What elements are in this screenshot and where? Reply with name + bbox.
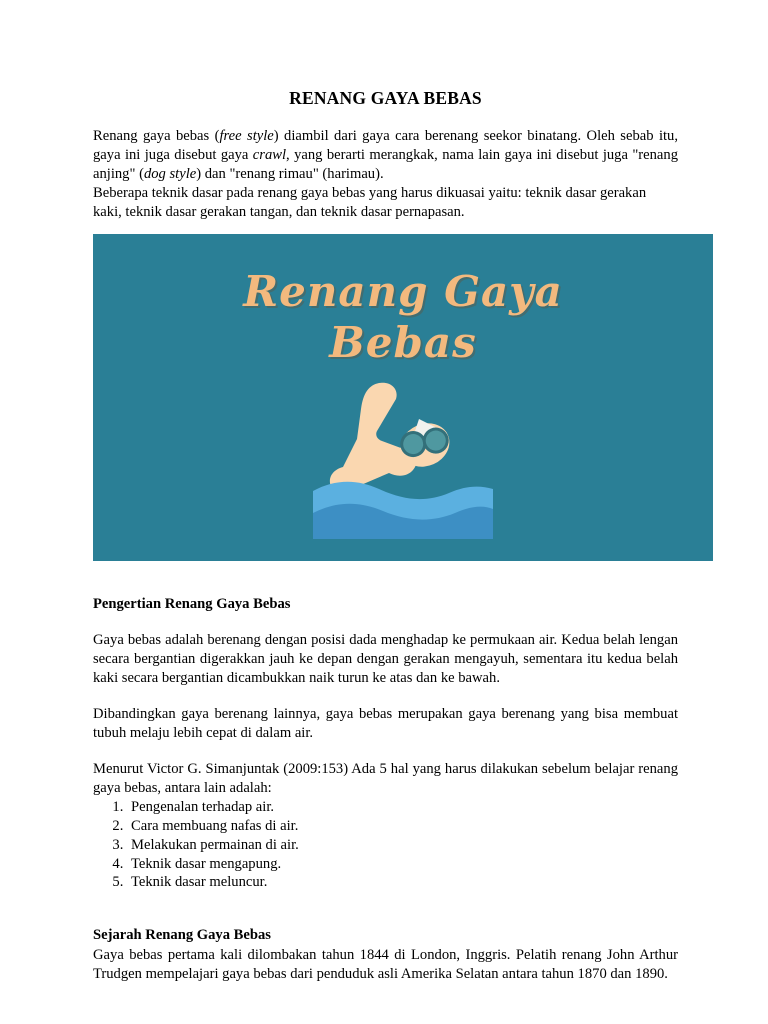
banner-image <box>93 234 713 561</box>
italic-term-crawl: crawl <box>252 146 287 163</box>
intro-text-1: Renang gaya bebas ( <box>93 128 220 144</box>
list-item: 2. Cara membuang nafas di air. <box>127 817 678 836</box>
spacer <box>93 614 678 631</box>
list-item: 1. Pengenalan terhadap air. <box>127 798 678 817</box>
intro-text-4: ) dan "renang rimau" (harimau). <box>196 165 384 182</box>
spacer <box>93 688 678 705</box>
banner-script-line-1: Renang Gaya <box>243 266 563 316</box>
banner-script-title <box>93 266 713 368</box>
spacer <box>93 743 678 760</box>
swimmer-illustration <box>313 379 493 539</box>
pengertian-paragraph-1: Gaya bebas adalah berenang dengan posisi dada menghadap ke permukaan air. Kedua belah lengan secara bergantian digerakkan jauh ke depan dengan gerakan mengayuh, sementara itu kedua belah kaki secara bergantian dicambukkan naik turun ke atas dan ke bawah. <box>93 631 678 686</box>
steps-list <box>93 798 678 893</box>
spacer <box>93 561 678 595</box>
intro-paragraph-1 <box>93 109 678 184</box>
intro-paragraph-2: Beberapa teknik dasar pada renang gaya bebas yang harus dikuasai yaitu: teknik dasar gerakan kaki, teknik dasar gerakan tangan, dan teknik dasar pernapasan. <box>93 184 647 220</box>
document-content <box>93 0 678 984</box>
italic-term-free-style: free style <box>219 128 274 144</box>
list-item: 4. Teknik dasar mengapung. <box>127 855 678 874</box>
intro-text-3: , yang berarti merangkak, nama lain gaya ini disebut juga "renang anjing" ( <box>93 146 679 182</box>
swimmer-icon <box>313 379 493 539</box>
page-title: RENANG GAYA BEBAS <box>289 88 482 108</box>
section-heading-sejarah: Sejarah Renang Gaya Bebas <box>93 927 271 944</box>
section-heading-pengertian: Pengertian Renang Gaya Bebas <box>93 595 291 612</box>
list-item: 5. Teknik dasar meluncur. <box>127 873 678 892</box>
italic-term-dog-style: dog style <box>143 165 197 182</box>
list-intro-text: Menurut Victor G. Simanjuntak (2009:153) Ada 5 hal yang harus dilakukan sebelum belajar renang gaya bebas, antara lain adalah: <box>93 760 678 796</box>
intro-text-2: ) diambil dari gaya cara berenang seekor binatang. Oleh sebab itu, gaya ini juga disebut gaya <box>93 128 679 163</box>
sejarah-paragraph-1: Gaya bebas pertama kali dilombakan tahun 1844 di London, Inggris. Pelatih renang John Arthur Trudgen mempelajari gaya bebas dari penduduk asli Amerika Selatan antara tahun 1870 dan 1890. <box>93 947 678 983</box>
list-item: 3. Melakukan permainan di air. <box>127 836 678 855</box>
banner-script-line-2: Bebas <box>329 318 477 368</box>
spacer <box>93 892 678 926</box>
pengertian-paragraph-2: Dibandingkan gaya berenang lainnya, gaya bebas merupakan gaya berenang yang bisa membuat tubuh melaju lebih cepat di dalam air. <box>93 705 678 741</box>
